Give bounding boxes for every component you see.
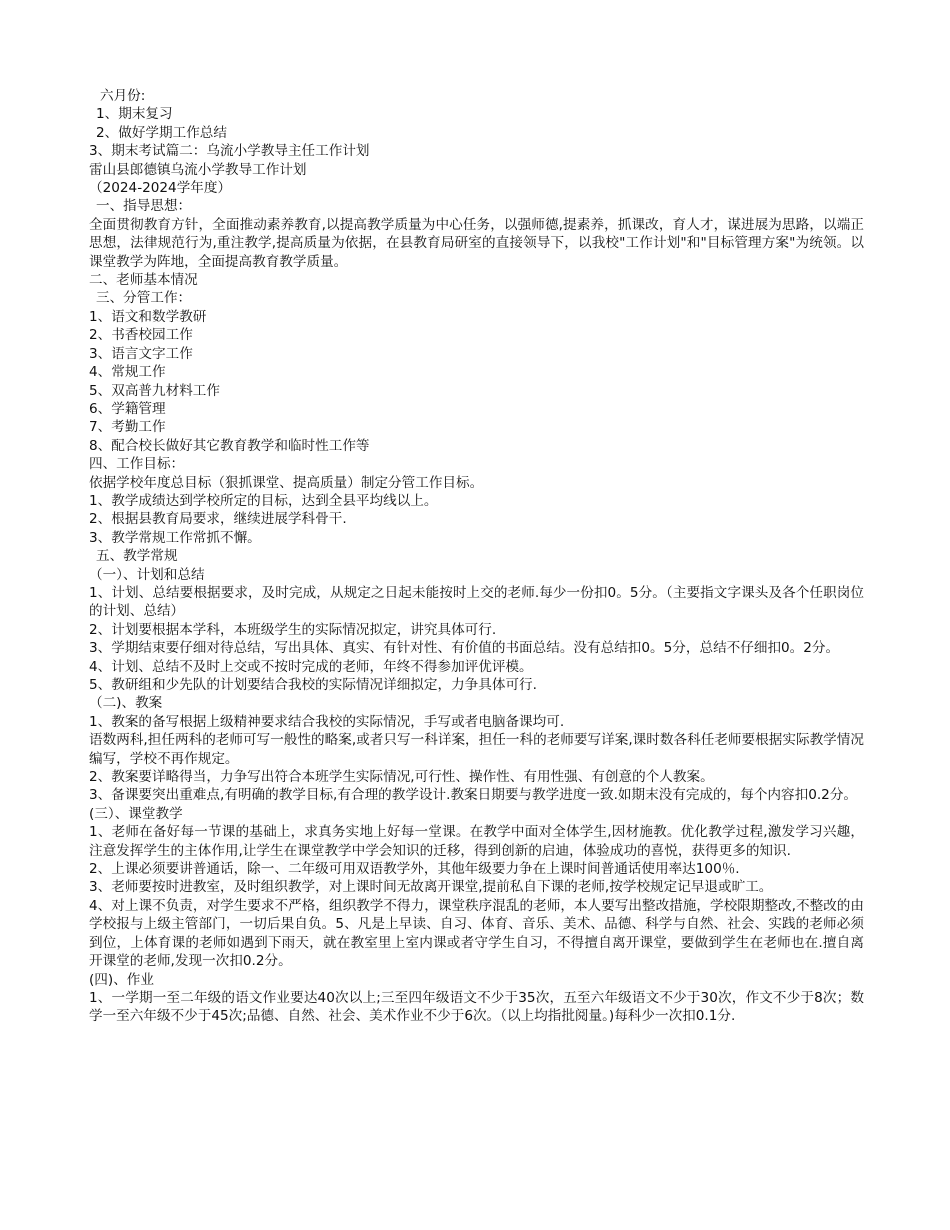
text-line: 2、上课必须要讲普通话，除一、二年级可用双语教学外，其他年级要力争在上课时间普通话使用率达100％. [89, 861, 740, 878]
text-line: 五、教学常规 [96, 548, 178, 565]
text-line: 3、学期结束要仔细对待总结，写出具体、真实、有针对性、有价值的书面总结。没有总结扣0。5分，总结不仔细扣0。2分。 [89, 640, 840, 657]
text-line: 2、教案要详略得当，力争写出符合本班学生实际情况,可行性、操作性、有用性强、有创意的个人教案。 [89, 769, 714, 786]
text-line: 2、书香校园工作 [89, 327, 193, 344]
text-line: 8、配合校长做好其它教育教学和临时性工作等 [89, 437, 370, 454]
text-line: 4、计划、总结不及时上交或不按时完成的老师，年终不得参加评优评模。 [89, 658, 533, 675]
text-line: 3、老师要按时进教室，及时组织教学，对上课时间无故离开课堂,提前私自下课的老师,按学校规定记早退或旷工。 [89, 879, 773, 896]
text-line: 7、考勤工作 [89, 419, 166, 436]
text-line: (四)、作业 [89, 971, 154, 988]
text-line: 3、期末考试篇二：乌流小学教导主任工作计划 [89, 143, 370, 160]
text-line: 1、老师在备好每一节课的基础上，求真务实地上好每一堂课。在教学中面对全体学生,因材施教。优化教学过程,激发学习兴趣，注意发挥学生的主体作用,让学生在课堂教学中学会知识的迁移，得到创新的启迪，体验成功的喜悦，获得更多的知识. [89, 824, 864, 859]
text-line: 1、期末复习 [96, 106, 173, 123]
text-line: 全面贯彻教育方针，全面推动素养教育,以提高教学质量为中心任务，以强师德,提素养，抓课改，育人才，谋进展为思路，以端正思想，法律规范行为,重注教学,提高质量为依据，在县教育局研室的直接领导下，以我校"工作计划"和"目标管理方案"为统领。以课堂教学为阵地，全面提高教育教学质量。 [89, 216, 864, 270]
text-line: （一）、计划和总结 [89, 566, 205, 583]
text-line: 4、对上课不负责，对学生要求不严格，组织教学不得力，课堂秩序混乱的老师，本人要写出整改措施，学校限期整改,不整改的由学校报与上级主管部门，一切后果自负。5、凡是上早读、自习、体育、音乐、美术、品德、科学与自然、社会、实践的老师必须到位，上体育课的老师如遇到下雨天，就在教室里上室内课或者守学生自习，不得擅自离开课堂，要做到学生在老师也在.擅自离开课堂的老师,发现一次扣0.2分。 [89, 897, 864, 970]
text-line: 依据学校年度总目标（狠抓课堂、提高质量）制定分管工作目标。 [89, 474, 484, 491]
text-line: 1、语文和数学教研 [89, 308, 207, 325]
text-line: 2、做好学期工作总结 [96, 124, 227, 141]
text-line: 三、分管工作： [96, 290, 192, 307]
text-line: 六月份: [100, 88, 146, 104]
text-line: 1、一学期一至二年级的语文作业要达40次以上;三至四年级语文不少于35次，五至六年级语文不少于30次，作文不少于8次；数学一至六年级不少于45次;品德、自然、社会、美术作业不少于6次。（以上均指批阅量。)每科少一次扣0.1分. [89, 989, 864, 1025]
text-line: 二、老师基本情况 [89, 272, 198, 289]
text-line: 1、教学成绩达到学校所定的目标，达到全县平均线以上。 [89, 492, 438, 509]
text-line: 一、指导思想： [96, 198, 192, 215]
text-line: 四、工作目标： [89, 456, 185, 473]
text-line: 5、教研组和少先队的计划要结合我校的实际情况详细拟定，力争具体可行. [89, 677, 537, 693]
text-line: 1、计划、总结要根据要求，及时完成，从规定之日起未能按时上交的老师.每少一份扣0。5分。（主要指文字课头及各个任职岗位的计划、总结） [89, 584, 864, 620]
text-line: 3、语言文字工作 [89, 345, 193, 362]
text-line: 2、根据县教育局要求，继续进展学科骨干. [89, 511, 347, 528]
text-line: 5、双高普九材料工作 [89, 382, 220, 399]
text-line: （二)、教案 [89, 695, 163, 712]
text-line: (三）、课堂教学 [89, 805, 183, 822]
text-line: 语数两科,担任两科的老师可写一般性的略案,或者只写一科详案，担任一科的老师要写详案,课时数各科任老师要根据实际教学情况编写，学校不再作规定。 [89, 732, 864, 767]
text-line: 6、学籍管理 [89, 400, 166, 417]
text-line: 4、常规工作 [89, 364, 166, 381]
document-body [89, 87, 864, 1026]
text-line: 雷山县郎德镇乌流小学教导工作计划 [89, 161, 307, 178]
text-line: 2、计划要根据本学科，本班级学生的实际情况拟定，讲究具体可行. [89, 621, 497, 638]
text-line: 3、备课要突出重难点,有明确的教学目标,有合理的教学设计.教案日期要与教学进度一致.如期末没有完成的，每个内容扣0.2分。 [89, 787, 858, 804]
text-line: 3、教学常规工作常抓不懈。 [89, 529, 261, 546]
text-line: 1、教案的备写根据上级精神要求结合我校的实际情况，手写或者电脑备课均可. [89, 713, 565, 730]
text-line: （2024-2024学年度） [89, 180, 232, 197]
